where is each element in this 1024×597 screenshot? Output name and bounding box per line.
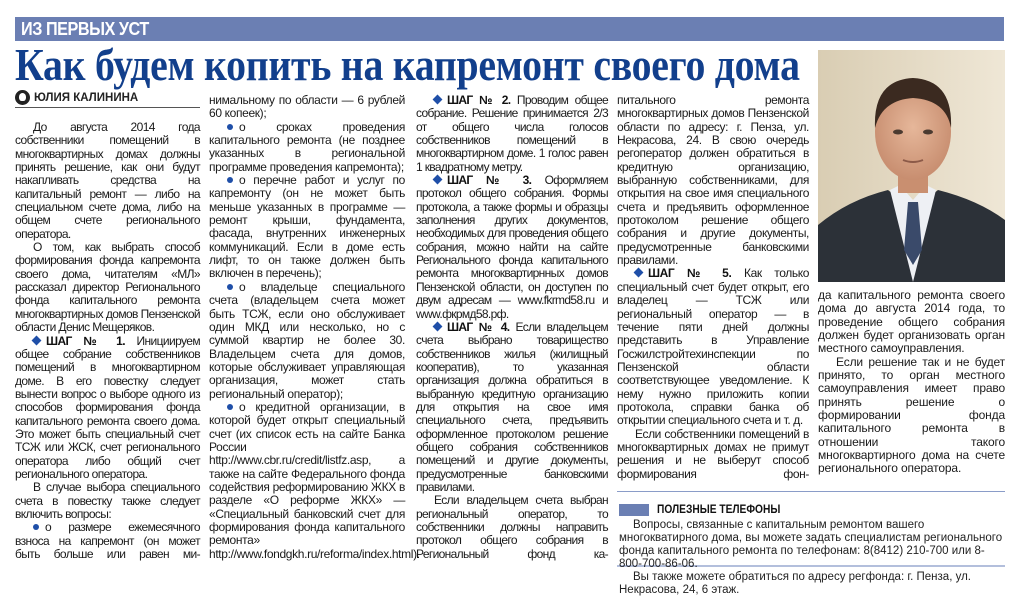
useful-phones-box	[617, 491, 1005, 596]
article-column-5	[818, 289, 1005, 476]
bullet-item	[209, 121, 405, 174]
byline	[15, 91, 200, 108]
step-label: ШАГ № 3.	[447, 173, 532, 188]
bullet-dot-icon	[33, 524, 39, 530]
diamond-marker-icon	[433, 175, 443, 185]
diamond-marker-icon	[433, 321, 443, 331]
paragraph	[15, 481, 200, 521]
paragraph-text: питального ремонта многоквартирных домов Пензенской области по адресу: г. Пенза, ул. Некрасова, 24. В свою очередь регоператор должен обратиться в кредитную организацию, выбранную собственниками, для открытия на свое имя специального счета и предъявить оформленное протоколом решение общего собрания и другие документы, предусмотренные банковскими правилами.	[617, 93, 809, 268]
step-paragraph	[416, 94, 608, 174]
box-paragraph: Вопросы, связанные с капитальным ремонтом вашего многокватирного дома, вы можете задать специалистам регионального фонда капитального ремонта по телефонам: 8(8412) 210-700 или 8-800-700-86-06.	[619, 519, 1003, 570]
step-label: ШАГ № 4.	[447, 319, 510, 334]
paragraph-text: о размере ежемесячного взноса на капремонт (он может быть больше или равен ми-	[15, 520, 200, 561]
paragraph-text: Если владельцем счета выбран региональный оператор, то собственники должны направить протокол общего собрания в Региональный фонд ка-	[416, 493, 608, 561]
paragraph-text: о владельце специального счета (владельцем счета может быть ТСЖ, если оно обслуживает один МКД или несколько, но с суммой квартир не более 30. Владельцем счета для домов, которые обслуживает управляющая организация, может стать региональный оператор);	[209, 279, 405, 401]
paragraph	[818, 356, 1005, 476]
step-paragraph	[416, 321, 608, 494]
diamond-marker-icon	[32, 335, 42, 345]
paragraph	[15, 121, 200, 241]
bullet-item	[209, 399, 420, 561]
bullet-dot-icon	[227, 284, 233, 290]
bullet-dot-icon	[227, 177, 233, 183]
box-marker	[619, 504, 649, 516]
paragraph	[416, 494, 608, 561]
headline: Как будем копить на капремонт своего дома	[15, 39, 800, 90]
step-paragraph	[416, 174, 608, 321]
paragraph-text: Если владельцем счета выбрано товарищество собственников жилья (жилищный кооператив), то указанная организация должна обратиться в выбранную кредитную организацию для открытия на свое имя специального счета, предъявить оформленное протоколом решение общего собрания собственников помещений и другие документы, предусмотренные банковскими правилами.	[416, 319, 608, 494]
paragraph-text: В случае выбора специального счета в повестку также следует включить вопросы:	[15, 480, 200, 521]
paragraph-text: О том, как выбрать способ формирования фонда капремонта своего дома, читателям «МЛ» рассказал директор Регионального фонда капитального ремонта многоквартирных домов Пензенской области Денис Мещеряков.	[15, 240, 200, 335]
rubric-band	[15, 17, 1004, 41]
rubric-label: ИЗ ПЕРВЫХ УСТ	[21, 19, 149, 39]
paragraph	[209, 94, 405, 121]
paragraph-text: нимальному по области — 6 рублей 60 копеек);	[209, 93, 405, 121]
box-paragraph: Вы также можете обратиться по адресу регфонда: г. Пенза, ул. Некрасова, 24, 6 этаж.	[619, 571, 971, 596]
step-paragraph	[15, 335, 200, 482]
step-label: ШАГ № 1.	[46, 333, 125, 348]
author-icon	[15, 90, 30, 105]
article-column-3	[416, 94, 608, 561]
diamond-marker-icon	[433, 95, 443, 105]
article-column-2	[209, 93, 420, 561]
paragraph	[617, 94, 809, 267]
paragraph	[617, 428, 809, 481]
paragraph-text: Инициируем общее собрание собственников помещений в многоквартирном доме. В его повестку следует вынести вопрос о выборе одного из способов формирования фонда капитального ремонта своего дома. Это может быть специальный счет ТСЖ или ЖСК, счет регионального оператора либо общий счет регионального оператора.	[15, 333, 201, 481]
author-name: ЮЛИЯ КАЛИНИНА	[34, 92, 139, 104]
paragraph-text: о сроках проведения капитального ремонта (не позднее указанных в региональной программе проведения капремонта);	[209, 119, 405, 174]
paragraph-text: Проводим общее собрание. Решение принимается 2/3 от общего числа голосов собственников помещений в многоквартирном доме. 1 голос равен 1 квадратному метру.	[416, 93, 608, 174]
article-column-4	[617, 94, 809, 481]
bullet-item	[209, 281, 405, 401]
paragraph-text: Как только специальный счет будет открыт, его владелец — ТСЖ или региональный оператор — в течение пяти дней должны представить в Управление Госжилстройтехинспекции по Пензенской области соответствующее уведомление. К нему нужно приложить копии протокола, справки банка об открытии специального счета и т. д.	[617, 266, 809, 428]
bullet-dot-icon	[227, 404, 233, 410]
bullet-dot-icon	[227, 124, 233, 130]
paragraph-text: о кредитной организации, в которой будет открыт специальный счет (их список есть на сайте Банка России http://www.cbr.ru/credit/listfz.asp, а также на сайте Федерального фонда содействия реформированию ЖКХ в разделе «О реформе ЖКХ» — «Специальный банковский счет для формирования фонда капитального ремонта» http://www.fondgkh.ru/reforma/index.html).	[209, 399, 420, 561]
bullet-item	[209, 174, 405, 281]
paragraph-text: да капитального ремонта своего дома до августа 2014 года, то проведение общего собрания должен будет организовать орган местного самоуправления.	[818, 288, 1005, 356]
article-column-1	[15, 121, 200, 561]
step-label: ШАГ № 5.	[648, 266, 732, 281]
step-label: ШАГ № 2.	[447, 93, 511, 107]
diamond-marker-icon	[634, 268, 644, 278]
paragraph-text: Если собственники помещений в многоквартирных домах не примут решения и не выберут способ формирования фон-	[617, 426, 809, 481]
portrait-photo	[818, 50, 1005, 282]
paragraph-text: Оформляем протокол общего собрания. Формы протокола, а также формы и образцы заполнения других документов, необходимых для проведения общего собрания, можно найти на сайте Регионального фонда капитального ремонта многоквартирнных домов Пензенской области, он доступен по двум адресам — www.fkrmd58.ru и www.фкрмд58.рф.	[416, 173, 608, 321]
bullet-item	[15, 521, 200, 561]
box-title: ПОЛЕЗНЫЕ ТЕЛЕФОНЫ	[657, 502, 781, 516]
paragraph-text: о перечне работ и услуг по капремонту (он не может быть меньше указанных в программе — ремонт крыши, фундамента, фасада, внутренних инженерных коммуникаций. Если в доме есть лифт, то он также должен быть включен в перечень);	[209, 173, 405, 281]
paragraph-text: Если решение так и не будет принято, то орган местного самоуправления имеет право принять решение о формировании фонда капитального ремонта в отношении такого многоквартирного дома на счете регионального оператора.	[818, 354, 1005, 476]
paragraph-text: До августа 2014 года собственники помещений в многоквартирных домах должны принять решение, как они будут накапливать средства на капитальный ремонт — либо на специальном счете дома, либо на общем счете регионального оператора.	[15, 120, 200, 241]
paragraph	[15, 241, 200, 334]
paragraph	[818, 289, 1005, 356]
step-paragraph	[617, 267, 809, 427]
